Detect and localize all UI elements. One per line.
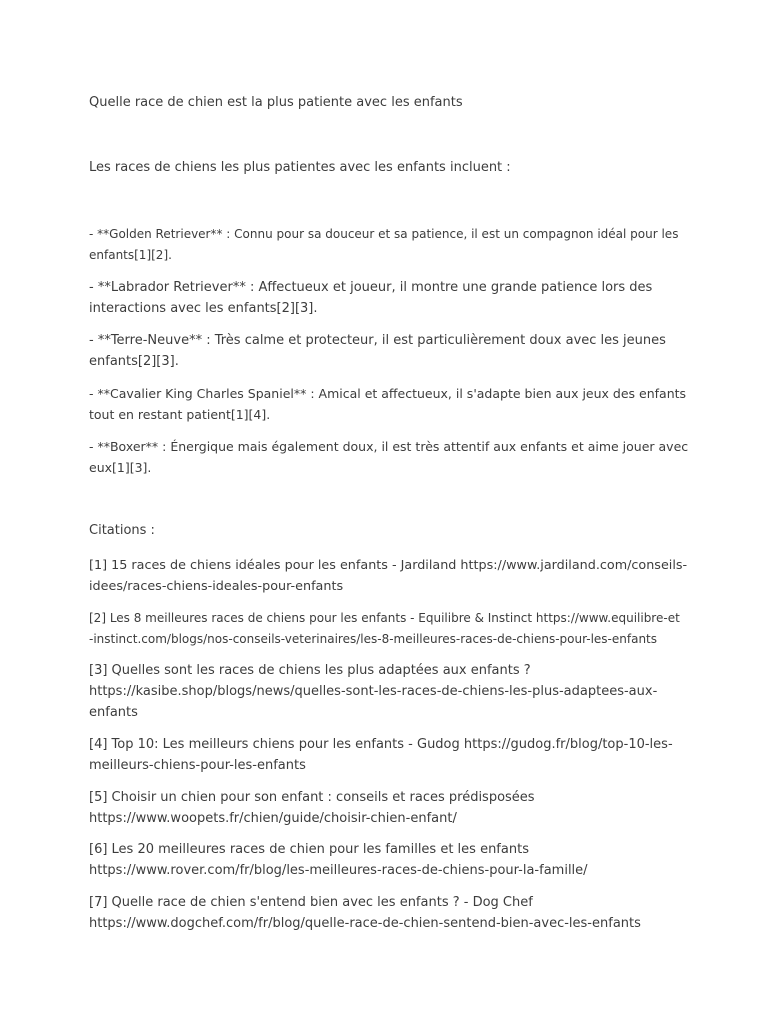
citation-line: meilleurs-chiens-pour-les-enfants xyxy=(89,758,306,773)
list-item xyxy=(89,330,689,372)
citation-line: https://www.dogchef.com/fr/blog/quelle-race-de-chien-sentend-bien-avec-les-enfants xyxy=(89,916,641,931)
list-item xyxy=(89,436,689,478)
citation-item xyxy=(89,787,689,829)
list-item-line: - **Cavalier King Charles Spaniel** : Amical et affectueux, il s'adapte bien aux jeux des enfants xyxy=(89,386,687,401)
citation-item xyxy=(89,608,689,650)
list-item-line: - **Boxer** : Énergique mais également doux, il est très attentif aux enfants et aime jouer avec xyxy=(89,439,689,454)
citation-line: idees/races-chiens-ideales-pour-enfants xyxy=(89,579,344,594)
document-title: Quelle race de chien est la plus patiente avec les enfants xyxy=(89,95,463,110)
list-item-line: enfants[2][3]. xyxy=(89,354,179,369)
list-item-line: - **Labrador Retriever** : Affectueux et joueur, il montre une grande patience lors des xyxy=(89,280,653,295)
list-item xyxy=(89,224,689,266)
citation-line: enfants xyxy=(89,705,138,720)
intro-text: Les races de chiens les plus patientes avec les enfants incluent : xyxy=(89,160,511,175)
citation-item xyxy=(89,660,689,723)
citation-item xyxy=(89,734,689,776)
citation-item xyxy=(89,555,689,597)
citation-line: [2] Les 8 meilleures races de chiens pour les enfants - Equilibre & Instinct https://www.equilibre-et xyxy=(89,611,680,625)
list-item xyxy=(89,383,689,425)
list-item-line: tout en restant patient[1][4]. xyxy=(89,407,271,422)
list-item-line: eux[1][3]. xyxy=(89,460,152,475)
citation-line: [4] Top 10: Les meilleurs chiens pour les enfants - Gudog https://gudog.fr/blog/top-10-les- xyxy=(89,737,673,752)
citation-line: [1] 15 races de chiens idéales pour les enfants - Jardiland https://www.jardiland.com/conseils- xyxy=(89,558,688,573)
citation-line: https://www.woopets.fr/chien/guide/choisir-chien-enfant/ xyxy=(89,811,457,826)
list-item-line: enfants[1][2]. xyxy=(89,248,172,262)
list-item xyxy=(89,277,689,319)
citation-line: [6] Les 20 meilleures races de chien pour les familles et les enfants xyxy=(89,842,529,857)
list-item-line: - **Golden Retriever** : Connu pour sa douceur et sa patience, il est un compagnon idéal pour les xyxy=(89,227,679,241)
citation-line: -instinct.com/blogs/nos-conseils-veterinaires/les-8-meilleures-races-de-chiens-pour-les-enfants xyxy=(89,632,658,646)
citation-line: [7] Quelle race de chien s'entend bien avec les enfants ? - Dog Chef xyxy=(89,895,533,910)
citation-line: https://kasibe.shop/blogs/news/quelles-sont-les-races-de-chiens-les-plus-adaptees-aux- xyxy=(89,684,658,699)
citation-line: [3] Quelles sont les races de chiens les plus adaptées aux enfants ? xyxy=(89,663,531,678)
citation-line: [5] Choisir un chien pour son enfant : conseils et races prédisposées xyxy=(89,790,535,805)
citation-line: https://www.rover.com/fr/blog/les-meilleures-races-de-chiens-pour-la-famille/ xyxy=(89,863,588,878)
list-item-line: interactions avec les enfants[2][3]. xyxy=(89,301,318,316)
citation-item xyxy=(89,839,689,881)
citation-item xyxy=(89,892,689,934)
citations-heading: Citations : xyxy=(89,523,155,538)
list-item-line: - **Terre-Neuve** : Très calme et protecteur, il est particulièrement doux avec les jeunes xyxy=(89,333,666,348)
